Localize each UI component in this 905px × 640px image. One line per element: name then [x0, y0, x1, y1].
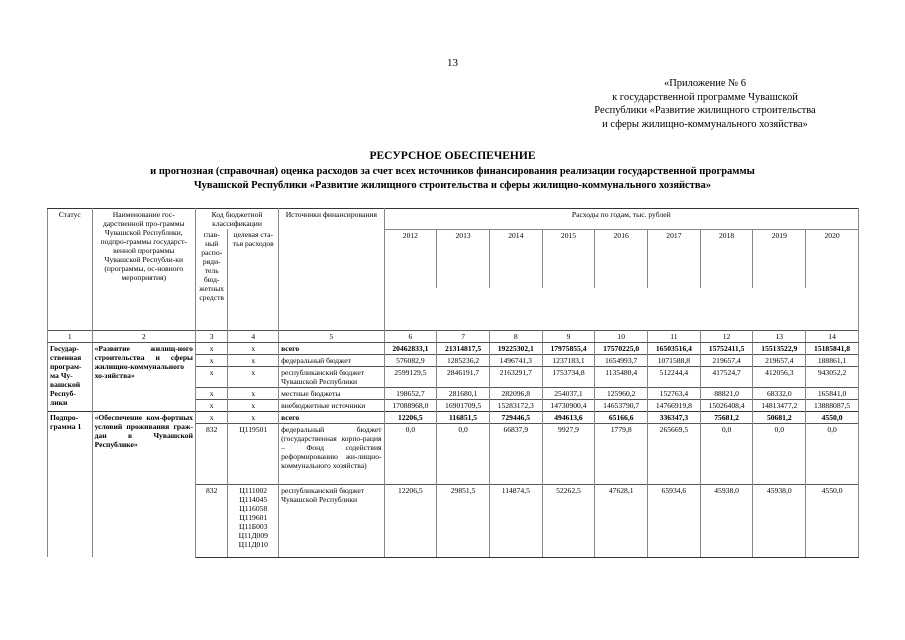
value-cell: 88821,0 — [700, 387, 753, 399]
state-program-status: Государ-ственная програм-ма Чу-вашской Респуб-лики — [48, 342, 93, 411]
column-number: 13 — [753, 330, 806, 342]
target-cell: х — [228, 387, 279, 399]
value-cell: 21314817,5 — [437, 342, 490, 354]
resource-table — [47, 208, 859, 558]
value-cell: 29851,5 — [437, 484, 490, 557]
header-sources: Источники финансирования — [279, 209, 384, 331]
value-cell: 1779,8 — [595, 423, 648, 484]
target-cell: х — [228, 342, 279, 354]
value-cell: 0,0 — [384, 423, 437, 484]
value-cell: 16901709,5 — [437, 399, 490, 411]
value-cell: 14766919,8 — [648, 399, 701, 411]
header-budget-code: Код бюджетной классификации — [195, 209, 278, 230]
value-cell: 15752411,5 — [700, 342, 753, 354]
header-year-2015: 2015 — [542, 229, 595, 288]
value-cell: 9927,9 — [542, 423, 595, 484]
target-cell: х — [228, 411, 279, 423]
target-code: Ц11Д010 — [238, 539, 268, 549]
value-cell: 219657,4 — [753, 354, 806, 366]
value-cell: 282096,8 — [489, 387, 542, 399]
column-number: 10 — [595, 330, 648, 342]
column-number: 8 — [489, 330, 542, 342]
target-cell: х — [228, 399, 279, 411]
value-cell: 512244,4 — [648, 366, 701, 387]
table-row — [48, 411, 859, 423]
value-cell: 165841,0 — [806, 387, 859, 399]
subprogram-status: Подпро-грамма 1 — [48, 411, 93, 557]
document-subtitle-line-2: Чувашской Республики «Развитие жилищного строительства и сферы жилищно-коммунального хозяйства» — [193, 180, 712, 191]
value-cell: 17975855,4 — [542, 342, 595, 354]
value-cell: 219657,4 — [700, 354, 753, 366]
appendix-line-4: и сферы жилищно-коммунального хозяйства» — [602, 118, 808, 130]
header-year-2018: 2018 — [700, 229, 753, 288]
header-row-1 — [48, 209, 859, 230]
header-year-2020: 2020 — [806, 229, 859, 288]
target-code: Ц11Б003 — [238, 521, 268, 531]
target-code: Ц119601 — [239, 512, 268, 522]
header-expenses: Расходы по годам, тыс. рублей — [384, 209, 858, 230]
target-code: Ц114045 — [239, 494, 268, 504]
column-number: 1 — [48, 330, 93, 342]
column-number: 11 — [648, 330, 701, 342]
value-cell: 0,0 — [806, 423, 859, 484]
value-cell: 17088968,0 — [384, 399, 437, 411]
subprogram-name: «Обеспечение ком-фортных условий проживания граж-дан в Чувашской Республике» — [92, 411, 195, 557]
header-grbs: глав-ный распо-ряди-тель бюд-жетных средств — [195, 229, 227, 330]
value-cell: 16503516,4 — [648, 342, 701, 354]
value-cell: 0,0 — [437, 423, 490, 484]
value-cell: 0,0 — [753, 423, 806, 484]
grbs-cell: х — [195, 366, 227, 387]
value-cell: 15185841,8 — [806, 342, 859, 354]
value-cell: 50681,2 — [753, 411, 806, 423]
header-name: Наименование гос-дарственной про-граммы Чувашской Республики, подпро-граммы государст-венной программы Чувашской Республи-ки (программы, ос-новного мероприятия) — [92, 209, 195, 331]
header-status: Статус — [48, 209, 93, 331]
column-number: 9 — [542, 330, 595, 342]
column-number: 2 — [92, 330, 195, 342]
column-numbers-row — [48, 330, 859, 342]
source-cell: федеральный бюджет (государственная корпо-рация – Фонд содействия реформированию жи-лищно-коммунального хозяйства) — [279, 423, 384, 484]
target-code: Ц116058 — [239, 503, 268, 513]
grbs-cell: 832 — [195, 423, 227, 484]
value-cell: 14813477,2 — [753, 399, 806, 411]
target-cell: Ц119501 — [228, 423, 279, 484]
value-cell: 2163291,7 — [489, 366, 542, 387]
header-year-2014: 2014 — [489, 229, 542, 288]
grbs-cell: х — [195, 399, 227, 411]
value-cell: 0,0 — [700, 423, 753, 484]
value-cell: 19225302,1 — [489, 342, 542, 354]
value-cell: 75681,2 — [700, 411, 753, 423]
target-code: Ц111002 — [239, 485, 268, 495]
value-cell: 254037,1 — [542, 387, 595, 399]
value-cell: 12206,5 — [384, 484, 437, 557]
value-cell: 1285236,2 — [437, 354, 490, 366]
value-cell: 198652,7 — [384, 387, 437, 399]
document-title: РЕСУРСНОЕ ОБЕСПЕЧЕНИЕ — [369, 150, 536, 162]
column-number: 6 — [384, 330, 437, 342]
value-cell: 1135480,4 — [595, 366, 648, 387]
value-cell: 729446,5 — [489, 411, 542, 423]
value-cell: 15513522,9 — [753, 342, 806, 354]
value-cell: 2599129,5 — [384, 366, 437, 387]
target-cell: х — [228, 354, 279, 366]
header-year-2017: 2017 — [648, 229, 701, 288]
value-cell: 15026408,4 — [700, 399, 753, 411]
value-cell: 576082,9 — [384, 354, 437, 366]
header-year-2012: 2012 — [384, 229, 437, 288]
value-cell: 114874,5 — [489, 484, 542, 557]
value-cell: 12206,5 — [384, 411, 437, 423]
source-cell: федеральный бюджет — [279, 354, 384, 366]
value-cell: 417524,7 — [700, 366, 753, 387]
source-cell: местные бюджеты — [279, 387, 384, 399]
value-cell: 336347,3 — [648, 411, 701, 423]
source-cell: внебюджетные источники — [279, 399, 384, 411]
target-cell: х — [228, 366, 279, 387]
value-cell: 125960,2 — [595, 387, 648, 399]
value-cell: 65166,6 — [595, 411, 648, 423]
source-cell: республиканский бюджет Чувашской Республики — [279, 484, 384, 557]
source-cell: всего — [279, 411, 384, 423]
header-year-2013: 2013 — [437, 229, 490, 288]
value-cell: 1071588,8 — [648, 354, 701, 366]
value-cell: 15283172,3 — [489, 399, 542, 411]
appendix-line-1: «Приложение № 6 — [663, 78, 747, 89]
value-cell: 494613,6 — [542, 411, 595, 423]
value-cell: 188861,1 — [806, 354, 859, 366]
grbs-cell: х — [195, 342, 227, 354]
value-cell: 47628,1 — [595, 484, 648, 557]
state-program-name: «Развитие жилищ-ного строительства и сферы жилищно-коммунального хо-зяйства» — [92, 342, 195, 411]
value-cell: 1753734,8 — [542, 366, 595, 387]
value-cell: 152763,4 — [648, 387, 701, 399]
source-cell: всего — [279, 342, 384, 354]
value-cell: 14730900,4 — [542, 399, 595, 411]
value-cell: 65934,6 — [648, 484, 701, 557]
value-cell: 52262,5 — [542, 484, 595, 557]
value-cell: 45938,0 — [753, 484, 806, 557]
header-year-2016: 2016 — [595, 229, 648, 288]
column-number: 14 — [806, 330, 859, 342]
grbs-cell: х — [195, 411, 227, 423]
value-cell: 265669,5 — [648, 423, 701, 484]
appendix-line-2: к государственной программе Чувашской — [612, 91, 798, 103]
table-row — [48, 342, 859, 354]
header-year-2019: 2019 — [753, 229, 806, 288]
value-cell: 1496741,3 — [489, 354, 542, 366]
value-cell: 45938,0 — [700, 484, 753, 557]
value-cell: 281680,1 — [437, 387, 490, 399]
column-number: 7 — [437, 330, 490, 342]
appendix-line-3: Республики «Развитие жилищного строительства — [594, 105, 816, 116]
target-code: Ц11Д009 — [238, 530, 268, 540]
grbs-cell: х — [195, 387, 227, 399]
value-cell: 2846191,7 — [437, 366, 490, 387]
value-cell: 14653790,7 — [595, 399, 648, 411]
column-number: 5 — [279, 330, 384, 342]
header-target: целевая ста-тья расходов — [228, 229, 279, 330]
document-subtitle-line-1: и прогнозная (справочная) оценка расходов за счет всех источников финансирования реализации государственной программы — [150, 166, 755, 177]
value-cell: 116851,5 — [437, 411, 490, 423]
column-number: 3 — [195, 330, 227, 342]
grbs-cell: 832 — [195, 484, 227, 557]
page-number: 13 — [447, 57, 458, 69]
value-cell: 17570225,0 — [595, 342, 648, 354]
value-cell: 66837,9 — [489, 423, 542, 484]
value-cell: 20462833,1 — [384, 342, 437, 354]
value-cell: 13888087,5 — [806, 399, 859, 411]
column-number: 12 — [700, 330, 753, 342]
value-cell: 1237183,1 — [542, 354, 595, 366]
value-cell: 1654993,7 — [595, 354, 648, 366]
value-cell: 4550,0 — [806, 411, 859, 423]
grbs-cell: х — [195, 354, 227, 366]
target-list — [228, 484, 279, 557]
value-cell: 412056,3 — [753, 366, 806, 387]
value-cell: 4550,0 — [806, 484, 859, 557]
source-cell: республиканский бюджет Чувашской Республики — [279, 366, 384, 387]
appendix-heading — [560, 77, 850, 131]
value-cell: 68332,0 — [753, 387, 806, 399]
value-cell: 943052,2 — [806, 366, 859, 387]
column-number: 4 — [228, 330, 279, 342]
